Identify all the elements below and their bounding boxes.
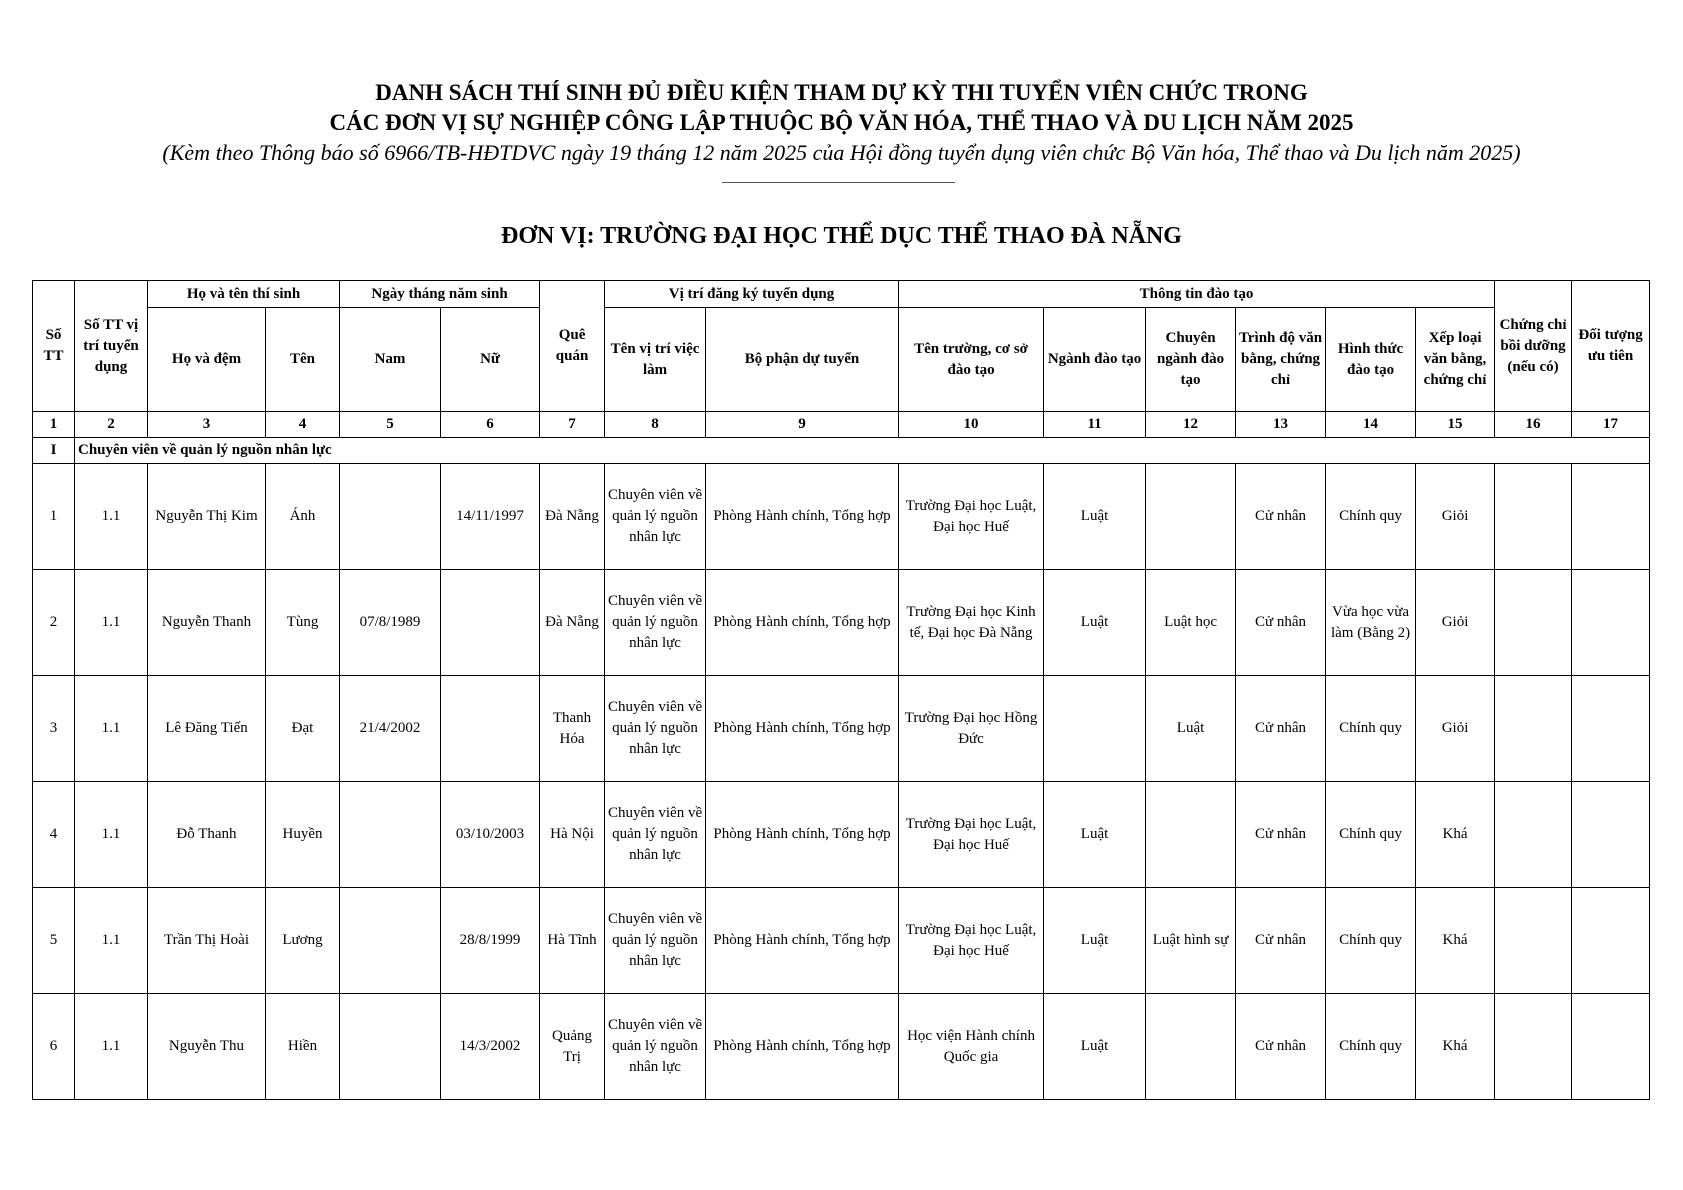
col-surname-header: Họ và đệm [148, 308, 266, 412]
document-title-line2: CÁC ĐƠN VỊ SỰ NGHIỆP CÔNG LẬP THUỘC BỘ VĂN HÓA, THỂ THAO VÀ DU LỊCH NĂM 2025 [329, 110, 1354, 135]
col-specialization-header: Chuyên ngành đào tạo [1146, 308, 1236, 412]
cell-priority [1572, 888, 1650, 994]
cell-priority [1572, 464, 1650, 570]
cell-major: Luật [1044, 782, 1146, 888]
cell-classification: Khá [1416, 888, 1495, 994]
cell-certificate [1495, 676, 1572, 782]
cell-specialization [1146, 994, 1236, 1100]
cell-dob-female: 03/10/2003 [441, 782, 540, 888]
cell-job-title: Chuyên viên về quản lý nguồn nhân lực [605, 782, 706, 888]
col-major-header: Ngành đào tạo [1044, 308, 1146, 412]
col-job-title-header: Tên vị trí việc làm [605, 308, 706, 412]
cell-given-name: Huyền [266, 782, 340, 888]
cell-job-title: Chuyên viên về quản lý nguồn nhân lực [605, 888, 706, 994]
column-number-cell: 3 [148, 412, 266, 438]
cell-major: Luật [1044, 464, 1146, 570]
section-row [33, 438, 1650, 464]
cell-degree: Cử nhân [1236, 676, 1326, 782]
cell-priority [1572, 994, 1650, 1100]
cell-degree: Cử nhân [1236, 464, 1326, 570]
cell-study-mode: Chính quy [1326, 782, 1416, 888]
cell-surname: Trần Thị Hoài [148, 888, 266, 994]
cell-hometown: Quảng Trị [540, 994, 605, 1100]
col-male-header: Nam [340, 308, 441, 412]
col-position-number-header: Số TT vị trí tuyển dụng [75, 281, 148, 412]
cell-classification: Giỏi [1416, 676, 1495, 782]
section-index: I [33, 438, 75, 464]
column-number-cell: 7 [540, 412, 605, 438]
col-study-mode-header: Hình thức đào tạo [1326, 308, 1416, 412]
cell-position-number: 1.1 [75, 888, 148, 994]
table-row [33, 888, 1650, 994]
column-number-cell: 4 [266, 412, 340, 438]
cell-certificate [1495, 994, 1572, 1100]
column-number-cell: 17 [1572, 412, 1650, 438]
cell-stt: 5 [33, 888, 75, 994]
cell-surname: Đỗ Thanh [148, 782, 266, 888]
column-number-cell: 5 [340, 412, 441, 438]
cell-classification: Khá [1416, 782, 1495, 888]
cell-dob-female: 14/11/1997 [441, 464, 540, 570]
column-number-cell: 16 [1495, 412, 1572, 438]
candidate-table [32, 280, 1650, 1100]
cell-certificate [1495, 464, 1572, 570]
cell-position-number: 1.1 [75, 782, 148, 888]
cell-department: Phòng Hành chính, Tổng hợp [706, 888, 899, 994]
cell-job-title: Chuyên viên về quản lý nguồn nhân lực [605, 676, 706, 782]
cell-stt: 6 [33, 994, 75, 1100]
col-training-group-header: Thông tin đào tạo [899, 281, 1495, 308]
cell-school: Học viện Hành chính Quốc gia [899, 994, 1044, 1100]
col-priority-header: Đối tượng ưu tiên [1572, 281, 1650, 412]
cell-hometown: Đà Nẵng [540, 570, 605, 676]
cell-priority [1572, 676, 1650, 782]
cell-certificate [1495, 570, 1572, 676]
cell-stt: 2 [33, 570, 75, 676]
cell-study-mode: Chính quy [1326, 676, 1416, 782]
cell-major [1044, 676, 1146, 782]
col-given-name-header: Tên [266, 308, 340, 412]
cell-certificate [1495, 782, 1572, 888]
cell-dob-male [340, 464, 441, 570]
cell-study-mode: Chính quy [1326, 464, 1416, 570]
col-certificate-header: Chứng chỉ bồi dưỡng (nếu có) [1495, 281, 1572, 412]
column-number-cell: 13 [1236, 412, 1326, 438]
cell-major: Luật [1044, 570, 1146, 676]
cell-dob-female: 14/3/2002 [441, 994, 540, 1100]
col-classification-header: Xếp loại văn bằng, chứng chỉ [1416, 308, 1495, 412]
cell-dob-male [340, 994, 441, 1100]
cell-department: Phòng Hành chính, Tổng hợp [706, 994, 899, 1100]
cell-school: Trường Đại học Hồng Đức [899, 676, 1044, 782]
cell-study-mode: Chính quy [1326, 994, 1416, 1100]
col-hometown-header: Quê quán [540, 281, 605, 412]
cell-hometown: Đà Nẵng [540, 464, 605, 570]
cell-department: Phòng Hành chính, Tổng hợp [706, 782, 899, 888]
cell-specialization [1146, 464, 1236, 570]
cell-stt: 3 [33, 676, 75, 782]
cell-stt: 4 [33, 782, 75, 888]
cell-certificate [1495, 888, 1572, 994]
section-label: Chuyên viên về quản lý nguồn nhân lực [75, 438, 1650, 464]
column-number-cell: 2 [75, 412, 148, 438]
cell-school: Trường Đại học Luật, Đại học Huế [899, 464, 1044, 570]
column-number-cell: 10 [899, 412, 1044, 438]
column-number-cell: 9 [706, 412, 899, 438]
cell-classification: Giỏi [1416, 570, 1495, 676]
cell-classification: Giỏi [1416, 464, 1495, 570]
cell-dob-male [340, 782, 441, 888]
cell-classification: Khá [1416, 994, 1495, 1100]
cell-school: Trường Đại học Luật, Đại học Huế [899, 782, 1044, 888]
cell-degree: Cử nhân [1236, 570, 1326, 676]
cell-given-name: Tùng [266, 570, 340, 676]
cell-surname: Lê Đăng Tiến [148, 676, 266, 782]
cell-job-title: Chuyên viên về quản lý nguồn nhân lực [605, 464, 706, 570]
column-number-cell: 14 [1326, 412, 1416, 438]
cell-position-number: 1.1 [75, 570, 148, 676]
cell-given-name: Lương [266, 888, 340, 994]
column-number-cell: 11 [1044, 412, 1146, 438]
table-row [33, 676, 1650, 782]
column-number-cell: 8 [605, 412, 706, 438]
col-department-header: Bộ phận dự tuyển [706, 308, 899, 412]
cell-given-name: Đạt [266, 676, 340, 782]
cell-degree: Cử nhân [1236, 994, 1326, 1100]
cell-major: Luật [1044, 888, 1146, 994]
cell-position-number: 1.1 [75, 676, 148, 782]
cell-degree: Cử nhân [1236, 888, 1326, 994]
col-female-header: Nữ [441, 308, 540, 412]
cell-degree: Cử nhân [1236, 782, 1326, 888]
col-full-name-group-header: Họ và tên thí sinh [148, 281, 340, 308]
table-row [33, 464, 1650, 570]
cell-surname: Nguyễn Thị Kim [148, 464, 266, 570]
cell-study-mode: Vừa học vừa làm (Bằng 2) [1326, 570, 1416, 676]
cell-given-name: Ánh [266, 464, 340, 570]
cell-hometown: Hà Nội [540, 782, 605, 888]
cell-specialization: Luật [1146, 676, 1236, 782]
col-dob-group-header: Ngày tháng năm sinh [340, 281, 540, 308]
cell-study-mode: Chính quy [1326, 888, 1416, 994]
title-divider [722, 182, 955, 183]
col-position-group-header: Vị trí đăng ký tuyển dụng [605, 281, 899, 308]
cell-given-name: Hiền [266, 994, 340, 1100]
table-row [33, 570, 1650, 676]
cell-specialization [1146, 782, 1236, 888]
cell-school: Trường Đại học Kinh tế, Đại học Đà Nẵng [899, 570, 1044, 676]
col-school-header: Tên trường, cơ sở đào tạo [899, 308, 1044, 412]
table-row [33, 994, 1650, 1100]
col-degree-header: Trình độ văn bằng, chứng chỉ [1236, 308, 1326, 412]
cell-priority [1572, 570, 1650, 676]
column-number-row [33, 412, 1650, 438]
document-subtitle: (Kèm theo Thông báo số 6966/TB-HĐTDVC ngày 19 tháng 12 năm 2025 của Hội đồng tuyển dụng viên chức Bộ Văn hóa, Thể thao và Du lịch năm 2025) [162, 140, 1521, 165]
cell-priority [1572, 782, 1650, 888]
document-title-line1: DANH SÁCH THÍ SINH ĐỦ ĐIỀU KIỆN THAM DỰ KỲ THI TUYỂN VIÊN CHỨC TRONG [375, 80, 1308, 105]
column-number-cell: 1 [33, 412, 75, 438]
unit-heading: ĐƠN VỊ: TRƯỜNG ĐẠI HỌC THỂ DỤC THỂ THAO ĐÀ NẴNG [501, 223, 1182, 249]
cell-department: Phòng Hành chính, Tổng hợp [706, 570, 899, 676]
cell-hometown: Hà Tĩnh [540, 888, 605, 994]
cell-job-title: Chuyên viên về quản lý nguồn nhân lực [605, 994, 706, 1100]
cell-dob-female: 28/8/1999 [441, 888, 540, 994]
cell-dob-male: 07/8/1989 [340, 570, 441, 676]
column-number-cell: 15 [1416, 412, 1495, 438]
col-stt-header: Số TT [33, 281, 75, 412]
cell-dob-female [441, 676, 540, 782]
cell-school: Trường Đại học Luật, Đại học Huế [899, 888, 1044, 994]
cell-position-number: 1.1 [75, 994, 148, 1100]
table-row [33, 782, 1650, 888]
column-number-cell: 6 [441, 412, 540, 438]
cell-specialization: Luật học [1146, 570, 1236, 676]
cell-position-number: 1.1 [75, 464, 148, 570]
cell-dob-female [441, 570, 540, 676]
cell-job-title: Chuyên viên về quản lý nguồn nhân lực [605, 570, 706, 676]
column-number-cell: 12 [1146, 412, 1236, 438]
cell-major: Luật [1044, 994, 1146, 1100]
cell-hometown: Thanh Hóa [540, 676, 605, 782]
cell-dob-male [340, 888, 441, 994]
cell-surname: Nguyễn Thu [148, 994, 266, 1100]
cell-department: Phòng Hành chính, Tổng hợp [706, 464, 899, 570]
cell-stt: 1 [33, 464, 75, 570]
cell-surname: Nguyễn Thanh [148, 570, 266, 676]
cell-dob-male: 21/4/2002 [340, 676, 441, 782]
cell-specialization: Luật hình sự [1146, 888, 1236, 994]
cell-department: Phòng Hành chính, Tổng hợp [706, 676, 899, 782]
